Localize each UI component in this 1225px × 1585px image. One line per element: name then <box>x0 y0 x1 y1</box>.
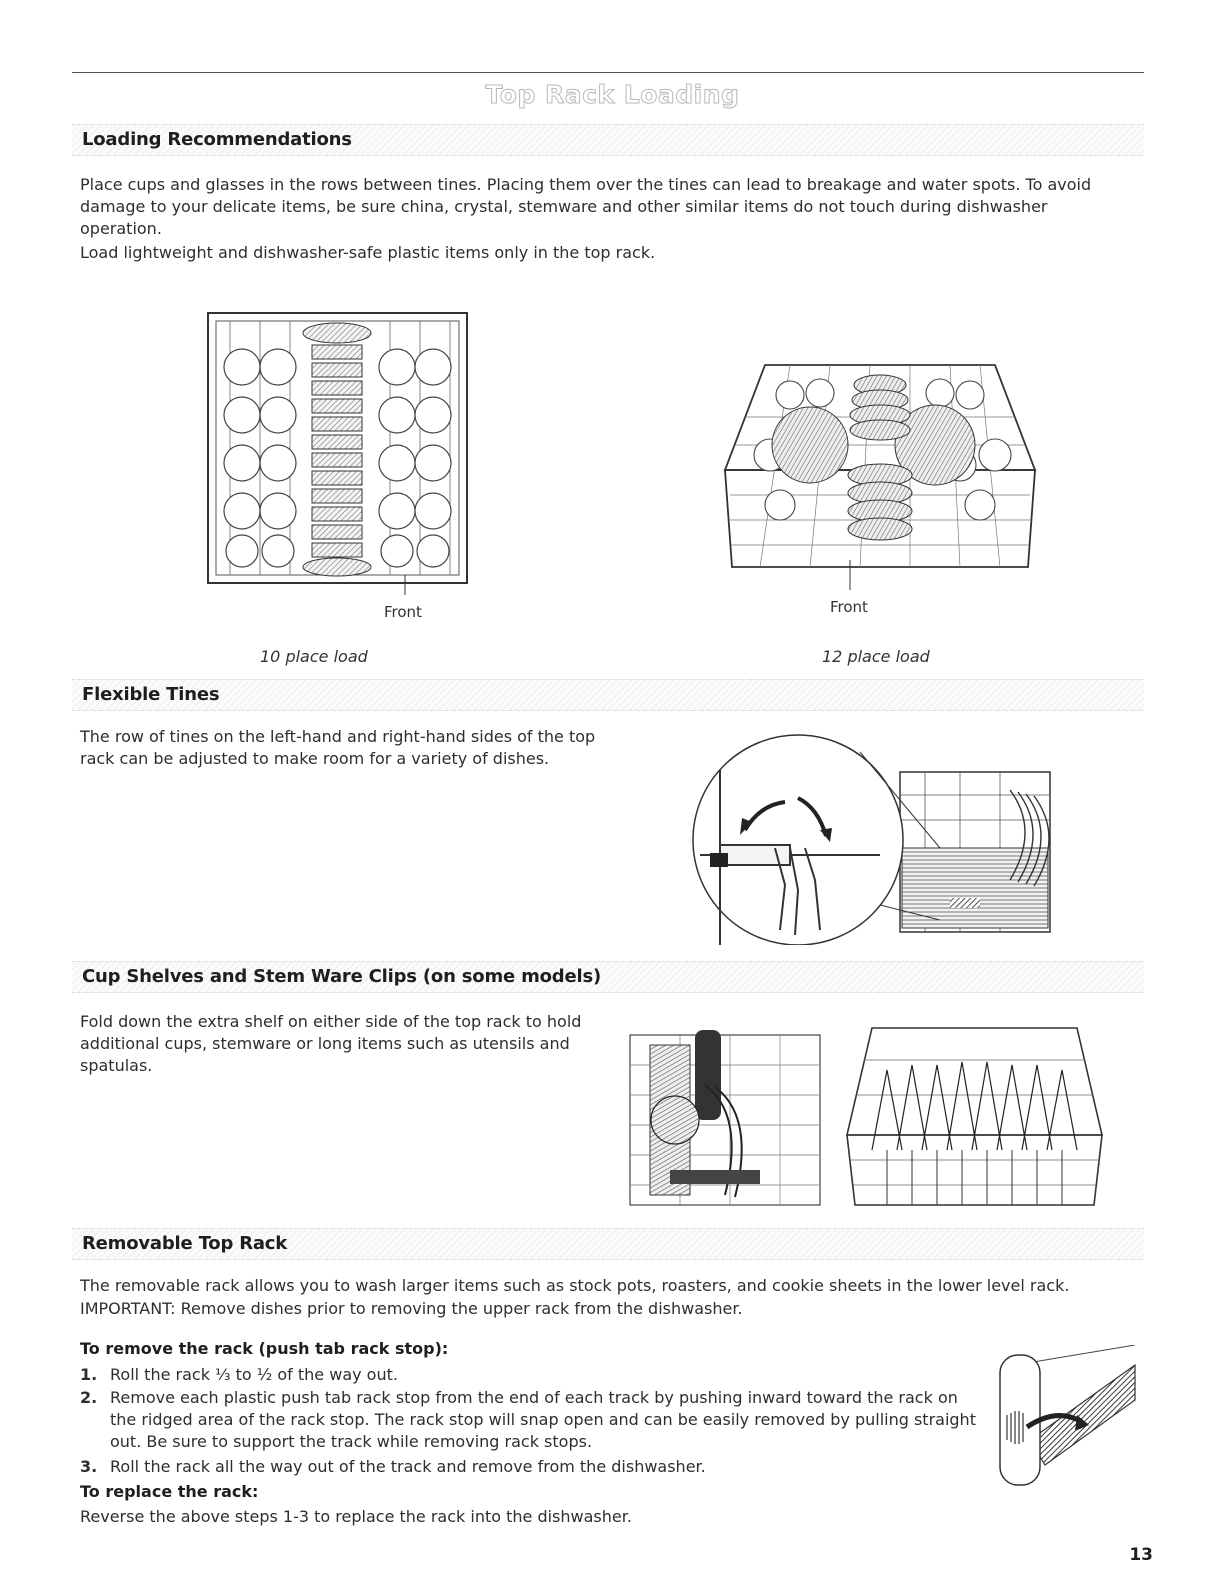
page-number: 13 <box>1129 1545 1153 1565</box>
figure-10-place-load <box>200 305 475 621</box>
section-bar-flexible-tines <box>72 679 1144 711</box>
section-heading-flexible-tines: Flexible Tines <box>82 684 220 705</box>
figure-cup-shelf <box>620 1025 830 1210</box>
front-label-left: Front <box>384 603 422 621</box>
cup-shelf-illustration <box>620 1025 830 1210</box>
step-text: Remove each plastic push tab rack stop from the end of each track by pushing inward toward the rack on the ridged area of the rack stop. The rack stop will snap open and can be easily removed by pulling straight out. Be sure to support the track while removing rack stops. <box>110 1388 976 1451</box>
flexible-tines-paragraph: The row of tines on the left-hand and right-hand sides of the top rack can be adjusted to make room for a variety of dishes. <box>80 727 596 768</box>
section-bar-cup-shelves <box>72 961 1144 993</box>
section-heading-cup-shelves: Cup Shelves and Stem Ware Clips (on some models) <box>82 966 602 987</box>
remove-rack-heading: To remove the rack (push tab rack stop): <box>80 1339 449 1358</box>
removable-rack-important: IMPORTANT: Remove dishes prior to removing the upper rack from the dishwasher. <box>80 1299 743 1318</box>
flexible-tines-illustration <box>680 730 1060 945</box>
figure-stemware-clips <box>842 1020 1107 1210</box>
figure-rack-stop <box>985 1345 1140 1495</box>
top-rule <box>72 72 1144 73</box>
front-label-right: Front <box>830 598 868 616</box>
cup-shelves-paragraph: Fold down the extra shelf on either side of the top rack to hold additional cups, stemware or long items such as utensils and spatulas. <box>80 1012 582 1075</box>
step-text: Roll the rack all the way out of the track and remove from the dishwasher. <box>110 1457 706 1476</box>
rack-perspective-illustration <box>710 345 1050 590</box>
step-text: Roll the rack ⅓ to ½ of the way out. <box>110 1365 398 1384</box>
rack-stop-illustration <box>985 1345 1140 1495</box>
section-heading-removable-top-rack: Removable Top Rack <box>82 1233 288 1254</box>
remove-step-2 <box>80 1387 980 1453</box>
loading-paragraph-1: Place cups and glasses in the rows between tines. Placing them over the tines can lead to breakage and water spots. To avoid damage to your delicate items, be sure china, crystal, stemware and other similar items do not touch during dishwasher operation. <box>80 175 1092 238</box>
loading-paragraph-2: Load lightweight and dishwasher-safe plastic items only in the top rack. <box>80 243 656 262</box>
removable-rack-paragraph-1: The removable rack allows you to wash larger items such as stock pots, roasters, and cookie sheets in the lower level rack. <box>80 1276 1070 1295</box>
step-number: 1. <box>80 1365 98 1384</box>
section-bar-removable-top-rack <box>72 1228 1144 1260</box>
figure-flexible-tines <box>680 730 1060 945</box>
step-number: 2. <box>80 1388 98 1407</box>
replace-rack-text: Reverse the above steps 1-3 to replace the rack into the dishwasher. <box>80 1507 632 1526</box>
caption-12-place-load: 12 place load <box>822 647 930 666</box>
stemware-rack-illustration <box>842 1020 1107 1210</box>
step-number: 3. <box>80 1457 98 1476</box>
section-bar-loading-recommendations <box>72 124 1144 156</box>
rack-top-view-illustration <box>200 305 475 595</box>
section-heading-loading-recommendations: Loading Recommendations <box>82 129 352 150</box>
caption-10-place-load: 10 place load <box>260 647 368 666</box>
remove-step-1 <box>80 1364 980 1386</box>
remove-step-3 <box>80 1456 980 1478</box>
figure-12-place-load <box>710 345 1050 616</box>
replace-rack-heading: To replace the rack: <box>80 1482 259 1501</box>
page-title: Top Rack Loading <box>485 80 740 109</box>
